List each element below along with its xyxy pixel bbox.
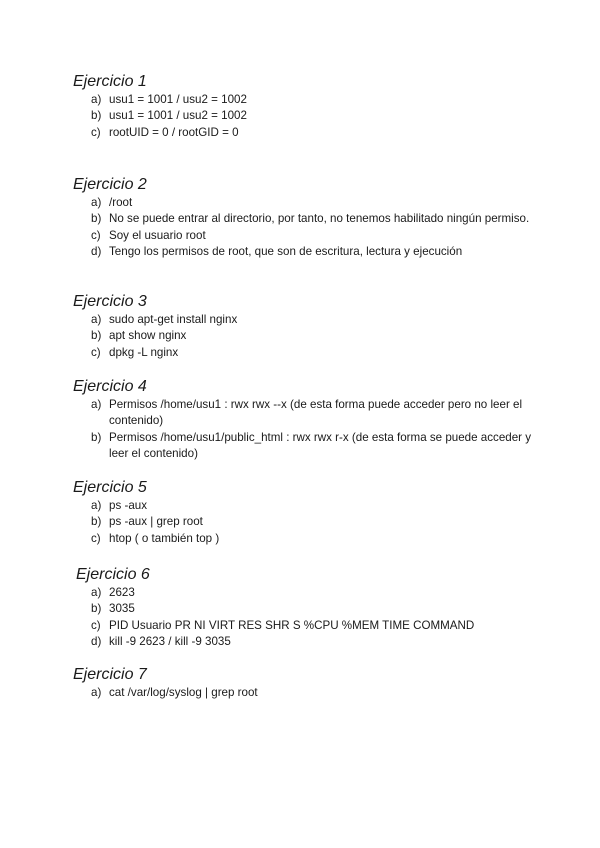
section-ejercicio-1 xyxy=(73,72,543,141)
list-item xyxy=(73,328,543,344)
list-item xyxy=(73,195,543,211)
item-label: b) xyxy=(91,515,102,529)
item-label: c) xyxy=(91,228,101,242)
list-item xyxy=(73,228,543,244)
item-text: dpkg -L nginx xyxy=(109,345,179,359)
item-text: usu1 = 1001 / usu2 = 1002 xyxy=(109,109,247,123)
section-ejercicio-6 xyxy=(76,565,546,651)
answer-list xyxy=(73,312,543,361)
list-item xyxy=(73,125,543,141)
list-item xyxy=(73,585,546,601)
section-title: Ejercicio 5 xyxy=(73,479,147,496)
item-text: ps -aux xyxy=(109,499,148,512)
section-title: Ejercicio 2 xyxy=(73,176,147,193)
item-text: htop ( o también top ) xyxy=(109,531,220,545)
item-label: a) xyxy=(91,398,102,411)
list-item xyxy=(73,312,543,328)
list-item xyxy=(73,430,543,463)
item-label: a) xyxy=(91,313,102,326)
section-ejercicio-7 xyxy=(73,665,543,701)
list-item xyxy=(73,634,546,650)
list-item xyxy=(73,345,543,361)
section-title: Ejercicio 3 xyxy=(73,293,147,310)
item-text: sudo apt-get install nginx xyxy=(109,313,238,326)
list-item xyxy=(73,514,543,530)
item-text: ps -aux | grep root xyxy=(109,515,203,529)
item-text: Permisos /home/usu1/public_html : rwx rwx r-x (de esta forma se puede acceder y leer el contenido) xyxy=(109,430,532,461)
item-label: a) xyxy=(91,586,102,599)
section-ejercicio-4 xyxy=(73,377,543,463)
item-label: a) xyxy=(91,196,102,209)
item-label: d) xyxy=(91,245,102,259)
item-text: rootUID = 0 / rootGID = 0 xyxy=(109,125,239,139)
item-text: 2623 xyxy=(109,586,135,599)
item-label: c) xyxy=(91,125,101,139)
item-text: Tengo los permisos de root, que son de escritura, lectura y ejecución xyxy=(109,245,463,259)
item-text: /root xyxy=(109,196,133,209)
item-label: b) xyxy=(91,212,102,226)
section-ejercicio-3 xyxy=(73,292,543,361)
item-label: c) xyxy=(91,531,101,545)
item-label: c) xyxy=(91,618,101,632)
answer-list xyxy=(73,92,543,141)
section-ejercicio-5 xyxy=(73,478,543,547)
item-text: PID Usuario PR NI VIRT RES SHR S %CPU %MEM TIME COMMAND xyxy=(109,618,475,632)
list-item xyxy=(73,92,543,108)
list-item xyxy=(73,397,543,430)
item-text: apt show nginx xyxy=(109,329,187,343)
item-label: b) xyxy=(91,329,102,343)
answer-list xyxy=(73,685,543,701)
list-item xyxy=(73,211,543,227)
item-text: Soy el usuario root xyxy=(109,228,206,242)
section-ejercicio-2 xyxy=(73,175,543,261)
item-text: cat /var/log/syslog | grep root xyxy=(109,686,258,699)
section-title: Ejercicio 4 xyxy=(73,378,147,395)
section-title: Ejercicio 7 xyxy=(73,666,147,683)
section-title: Ejercicio 6 xyxy=(76,566,150,583)
section-title: Ejercicio 1 xyxy=(73,73,147,90)
list-item xyxy=(73,601,546,617)
item-label: b) xyxy=(91,430,102,444)
list-item xyxy=(73,531,543,547)
item-text: usu1 = 1001 / usu2 = 1002 xyxy=(109,93,247,106)
item-label: a) xyxy=(91,93,102,106)
item-label: c) xyxy=(91,345,101,359)
item-label: b) xyxy=(91,109,102,123)
list-item xyxy=(73,108,543,124)
item-text: 3035 xyxy=(109,602,135,616)
item-text: Permisos /home/usu1 : rwx rwx --x (de esta forma puede acceder pero no leer el contenido) xyxy=(109,398,523,428)
item-label: d) xyxy=(91,635,102,649)
item-text: kill -9 2623 / kill -9 3035 xyxy=(109,635,231,649)
list-item xyxy=(73,244,543,260)
answer-list xyxy=(73,585,546,651)
item-text: No se puede entrar al directorio, por tanto, no tenemos habilitado ningún permiso. xyxy=(109,212,530,226)
answer-list xyxy=(73,498,543,547)
answer-list xyxy=(73,397,543,463)
item-label: b) xyxy=(91,602,102,616)
list-item xyxy=(73,618,546,634)
list-item xyxy=(73,685,543,701)
list-item xyxy=(73,498,543,514)
item-label: a) xyxy=(91,499,102,512)
item-label: a) xyxy=(91,686,102,699)
answer-list xyxy=(73,195,543,261)
